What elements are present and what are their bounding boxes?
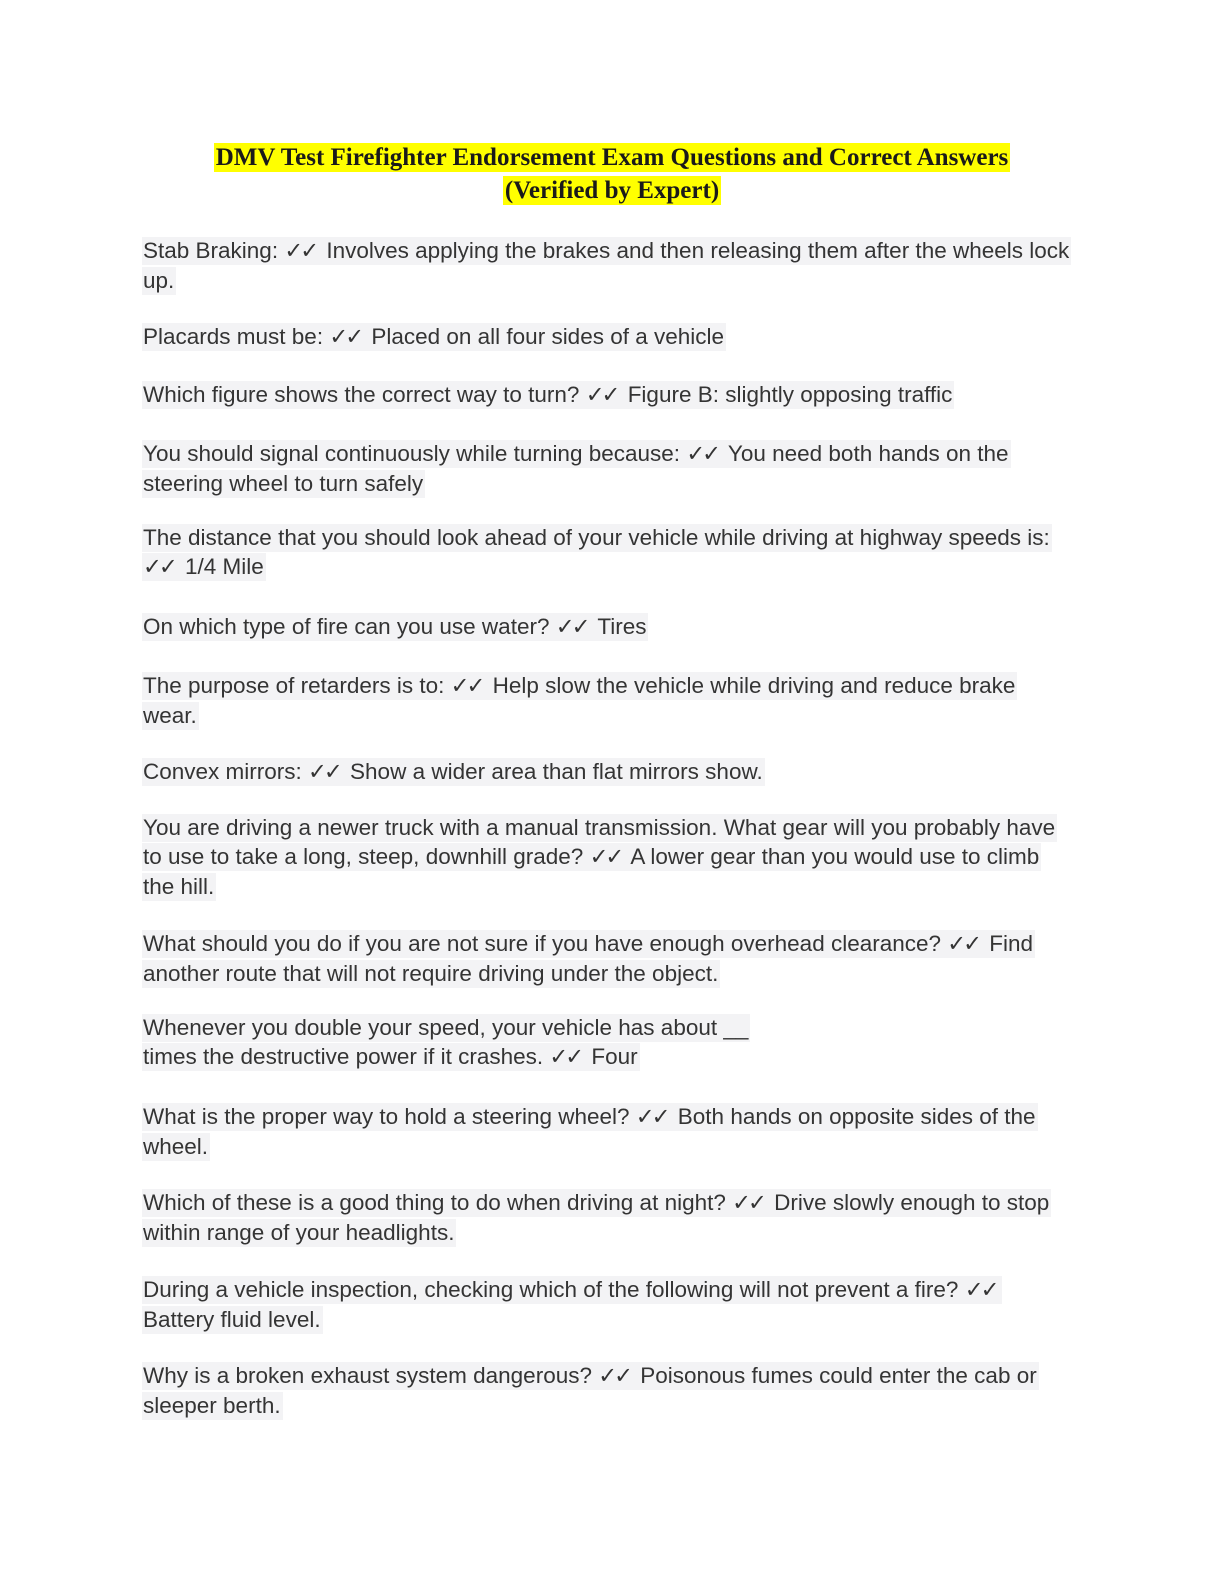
qa-item [142,757,1072,787]
qa-item [142,322,1072,352]
question-text: Stab Braking: [143,238,279,263]
answer-text: Find another route that will not require driving under the object. [143,931,1034,986]
question-text: What should you do if you are not sure if you have enough overhead clearance? [143,931,942,956]
answer-text: You need both hands on the steering wheel to turn safely [143,441,1009,496]
qa-item [142,1361,1072,1420]
check-mark-icon: ✓✓ [284,238,317,264]
question-text: Placards must be: [143,324,324,349]
question-text: You are driving a newer truck with a manual transmission. What gear will you probably have to use to take a long, steep, downhill grade? [143,815,1056,869]
check-mark-icon: ✓✓ [555,614,588,640]
answer-text: Help slow the vehicle while driving and reduce brake wear. [143,673,1016,728]
check-mark-icon: ✓✓ [329,324,362,350]
document-title [0,141,1224,207]
qa-item [142,523,1072,582]
answer-text: Involves applying the brakes and then releasing them after the wheels lock up. [143,238,1070,293]
question-text: During a vehicle inspection, checking which of the following will not prevent a fire? [143,1277,959,1302]
qa-item [142,1102,1072,1161]
qa-item [142,671,1072,730]
answer-text: Tires [597,614,647,639]
question-text: Whenever you double your speed, your vehicle has about __ times the destructive power if it crashes. [143,1015,749,1069]
qa-item [142,380,1072,410]
answer-text: Placed on all four sides of a vehicle [371,324,725,349]
question-text: What is the proper way to hold a steering wheel? [143,1104,630,1129]
qa-item [142,813,1072,901]
title-line-2: (Verified by Expert) [504,177,720,204]
check-mark-icon: ✓✓ [450,673,483,699]
answer-text: A lower gear than you would use to climb the hill. [143,844,1040,899]
question-text: Which of these is a good thing to do when driving at night? [143,1190,726,1215]
check-mark-icon: ✓✓ [947,931,980,957]
title-line-1: DMV Test Firefighter Endorsement Exam Questions and Correct Answers [215,144,1009,171]
question-text: Which figure shows the correct way to turn? [143,382,580,407]
question-text: The purpose of retarders is to: [143,673,445,698]
check-mark-icon: ✓✓ [732,1190,764,1216]
answer-text: Four [591,1044,638,1069]
check-mark-icon: ✓✓ [585,382,618,408]
answer-text: 1/4 Mile [184,554,264,579]
qa-item [142,1013,802,1072]
question-text: Why is a broken exhaust system dangerous? [143,1363,592,1388]
check-mark-icon: ✓✓ [549,1044,582,1070]
check-mark-icon: ✓✓ [308,759,340,785]
qa-item [142,929,1072,988]
check-mark-icon: ✓✓ [964,1277,997,1303]
check-mark-icon: ✓✓ [686,441,719,467]
qa-item [142,439,1072,498]
question-text: On which type of fire can you use water? [143,614,550,639]
question-text: Convex mirrors: [143,759,302,784]
answer-text: Figure B: slightly opposing traffic [627,382,953,407]
qa-item [142,1275,1072,1334]
answer-text: Both hands on opposite sides of the wheel. [143,1104,1036,1159]
question-text: You should signal continuously while turning because: [143,441,681,466]
check-mark-icon: ✓✓ [589,844,622,870]
answer-text: Show a wider area than flat mirrors show. [350,759,763,784]
check-mark-icon: ✓✓ [635,1104,668,1130]
answer-text: Drive slowly enough to stop within range of your headlights. [143,1190,1050,1245]
qa-item [142,1188,1072,1247]
qa-item [142,236,1072,295]
answer-text: Battery fluid level. [143,1307,321,1332]
check-mark-icon: ✓✓ [143,554,175,580]
qa-item [142,612,1072,642]
answer-text: Poisonous fumes could enter the cab or sleeper berth. [143,1363,1037,1418]
check-mark-icon: ✓✓ [598,1363,630,1389]
question-text: The distance that you should look ahead of your vehicle while driving at highway speeds is: [143,525,1050,550]
